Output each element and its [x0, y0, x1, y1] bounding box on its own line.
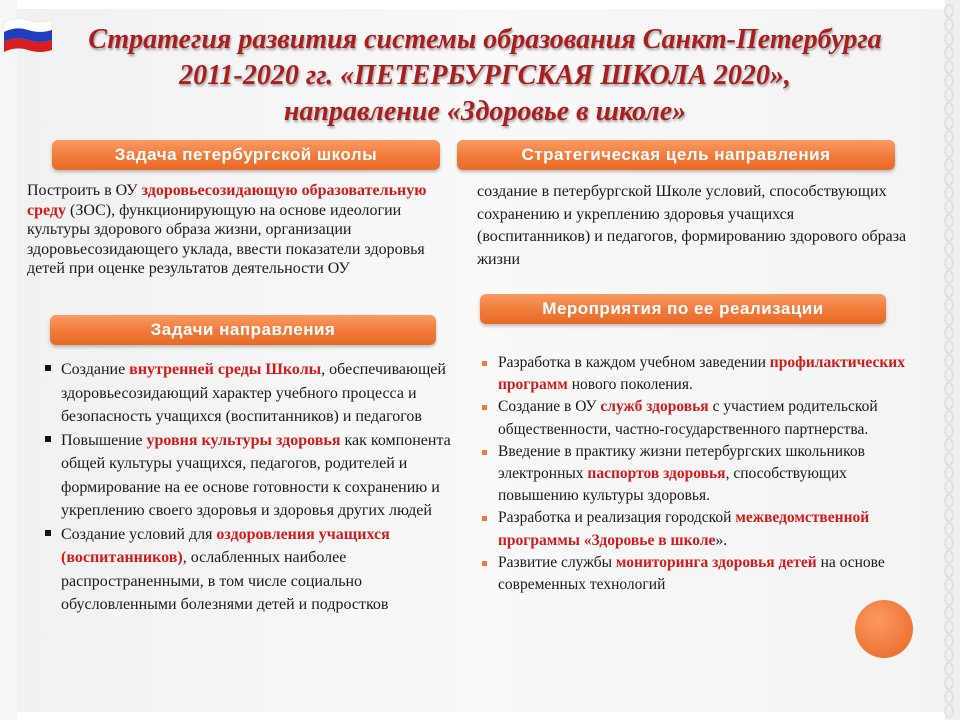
header-measures: Мероприятия по ее реализации: [480, 294, 886, 324]
chain-link: [944, 704, 954, 718]
chain-link: [944, 634, 954, 648]
chain-link: [944, 508, 954, 522]
chain-link: [944, 662, 954, 676]
chain-link: [944, 88, 954, 102]
chain-link: [944, 116, 954, 130]
list-item-text: , способствующих повышению культуры здоровья.: [498, 465, 847, 505]
list-item-text: Повышение: [61, 431, 147, 449]
title-line-3: направление «Здоровье в школе»: [283, 96, 687, 127]
bullet-square-icon: [45, 365, 51, 371]
page-title: [40, 22, 930, 130]
list-item-highlight: уровня культуры здоровья: [146, 431, 341, 449]
chain-link: [944, 522, 954, 536]
chain-link: [944, 494, 954, 508]
decorative-orange-circle: [855, 600, 913, 658]
task-school-text-1: Построить в ОУ: [27, 182, 142, 199]
chain-link: [944, 620, 954, 634]
task-school-highlight: здоровьесозидающую образовательную среду: [27, 182, 427, 219]
chain-link: [944, 32, 954, 46]
chain-link: [944, 592, 954, 606]
list-item-text: Создание в ОУ: [498, 398, 601, 416]
chain-link: [944, 438, 954, 452]
title-line-1: Стратегия развития системы образования Санкт-Петербурга: [88, 24, 882, 55]
chain-link: [944, 354, 954, 368]
chain-link: [944, 368, 954, 382]
chain-link: [944, 550, 954, 564]
header-task-school: Задача петербургской школы: [52, 140, 440, 170]
left-margin: [0, 0, 17, 720]
title-line-2: 2011-2020 гг. «ПЕТЕРБУРГСКАЯ ШКОЛА 2020»,: [179, 60, 791, 91]
list-item-text: с участием родительской общественности, частно-государственного партнерства.: [498, 398, 878, 438]
chain-link: [944, 298, 954, 312]
list-item: [478, 396, 914, 440]
list-item-text: ».: [715, 531, 728, 549]
measures-list: [478, 352, 914, 596]
bullet-square-icon: [482, 405, 487, 410]
chain-link: [944, 648, 954, 662]
list-item-text: Создание условий для: [61, 525, 217, 543]
chain-link: [944, 130, 954, 144]
chain-link: [944, 606, 954, 620]
bullet-square-icon: [45, 530, 51, 536]
list-item: [42, 429, 454, 523]
chain-link: [944, 564, 954, 578]
chain-link: [944, 382, 954, 396]
chain-link: [944, 536, 954, 550]
list-item-text: Создание: [61, 361, 130, 378]
chain-link: [944, 74, 954, 88]
chain-link: [944, 284, 954, 298]
chain-link: [944, 676, 954, 690]
chain-link: [944, 172, 954, 186]
chain-link: [944, 690, 954, 704]
task-school-text-2: (ЗОС), функционирующую на основе идеологии культуры здорового образа жизни, организации здоровьесозидающего уклада, ввести показатели здоровья детей при оценке результатов деятельности ОУ: [27, 201, 425, 277]
list-item-highlight: мониторинга здоровья детей: [615, 553, 817, 571]
bullet-square-icon: [482, 450, 487, 455]
chain-link: [944, 466, 954, 480]
chain-link: [944, 4, 954, 18]
bullet-square-icon: [482, 516, 487, 521]
decorative-chain: [944, 0, 954, 720]
chain-link: [944, 242, 954, 256]
chain-link: [944, 144, 954, 158]
list-item: [478, 507, 914, 551]
header-strategic-goal: Стратегическая цель направления: [457, 140, 895, 170]
chain-link: [944, 326, 954, 340]
list-item-text: как компонента общей культуры учащихся, педагогов, родителей и формирование на ее основе готовности к сохранению и укреплению своего здоровья и здоровья других людей: [61, 431, 451, 519]
list-item-text: нового поколения.: [567, 376, 693, 394]
list-item-text: Разработка и реализация городской: [498, 509, 736, 527]
list-item: [478, 441, 914, 508]
list-item-text: , ослабленных наиболее распространенными, в том числе социально обусловленными болезнями детей и подростков: [61, 549, 389, 613]
chain-link: [944, 340, 954, 354]
bullet-square-icon: [482, 361, 487, 366]
list-item-highlight: межведомственной программы «Здоровье в школе: [498, 509, 870, 549]
chain-link: [944, 18, 954, 32]
chain-link: [944, 452, 954, 466]
chain-link: [944, 102, 954, 116]
chain-link: [944, 256, 954, 270]
list-item-text: , обеспечивающей здоровьесозидающий характер учебного процесса и безопасность учащихся (воспитанников) и педагогов: [61, 361, 446, 425]
chain-link: [944, 60, 954, 74]
list-item-highlight: служб здоровья: [600, 398, 709, 416]
list-item-highlight: оздоровления учащихся (воспитанников): [61, 525, 390, 566]
bullet-square-icon: [45, 436, 51, 442]
tasks-direction-list: [42, 358, 454, 617]
list-item: [42, 358, 454, 429]
bullet-square-icon: [482, 561, 487, 566]
chain-link: [944, 200, 954, 214]
list-item-text: Разработка в каждом учебном заведении: [498, 354, 770, 371]
chain-link: [944, 396, 954, 410]
chain-link: [944, 312, 954, 326]
list-item-highlight: внутренней среды Школы: [129, 361, 322, 378]
list-item: [42, 523, 454, 617]
chain-link: [944, 228, 954, 242]
list-item-text: Развитие службы: [498, 553, 616, 571]
list-item-highlight: профилактических программ: [498, 354, 905, 394]
list-item-text: на основе современных технологий: [498, 553, 885, 594]
strategic-goal-text: создание в петербургской Школе условий, способствующих сохранению и укреплению здоровья учащихся (воспитанников) и педагогов, формированию здорового образа жизни: [477, 183, 907, 268]
chain-link: [944, 424, 954, 438]
chain-link: [944, 158, 954, 172]
list-item: [478, 352, 914, 396]
list-item-highlight: паспортов здоровья: [587, 465, 726, 483]
chain-link: [944, 578, 954, 592]
list-item: [478, 552, 914, 596]
chain-link: [944, 214, 954, 228]
task-school-text: [27, 181, 447, 279]
chain-link: [944, 186, 954, 200]
header-tasks-direction: Задачи направления: [50, 315, 436, 345]
chain-link: [944, 270, 954, 284]
list-item-text: Введение в практику жизни петербургских школьников электронных: [498, 442, 865, 483]
chain-link: [944, 46, 954, 60]
chain-link: [944, 410, 954, 424]
chain-link: [944, 480, 954, 494]
